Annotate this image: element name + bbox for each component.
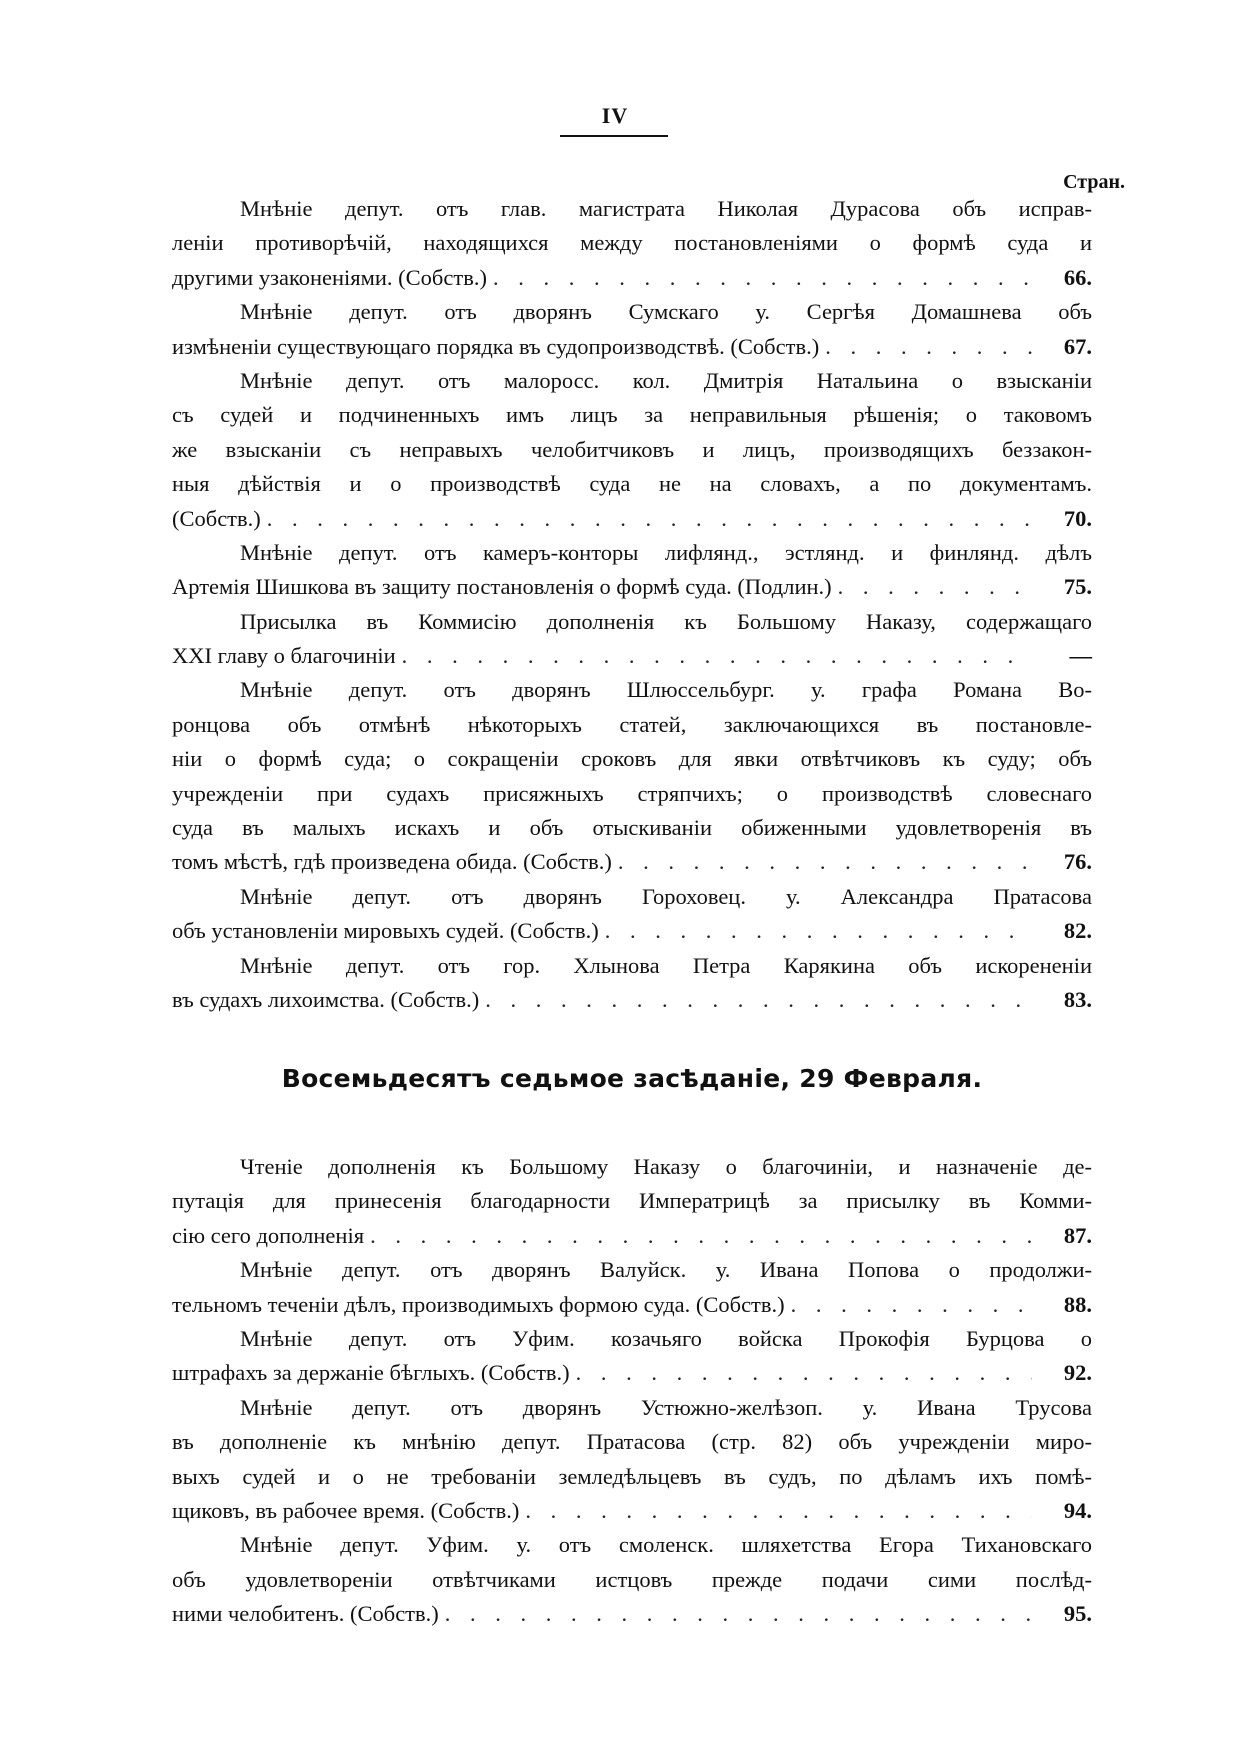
dot-leader: [819, 330, 1032, 364]
toc-line: ними челобитенъ. (Собств.): [172, 1601, 439, 1627]
toc-entry: [172, 949, 1092, 1018]
dot-leader: [612, 845, 1032, 879]
toc-entry: [172, 295, 1092, 364]
toc-page-number: 75.: [1063, 574, 1092, 600]
toc-page-number: 76.: [1063, 849, 1092, 875]
toc-line: Мнѣніе депут. Уфим. у. отъ смоленск. шляхетства Егора Тихановскаго: [240, 1532, 1092, 1558]
page-column-label: Стран.: [1063, 171, 1125, 193]
toc-line: выхъ судей и о не требованіи земледѣльцевъ въ судъ, по дѣламъ ихъ помѣ-: [172, 1463, 1092, 1489]
toc-page-number: 87.: [1063, 1222, 1092, 1248]
dot-leader: [487, 261, 1032, 295]
toc-line: штрафахъ за держаніе бѣглыхъ. (Собств.): [172, 1360, 570, 1386]
toc-entry: [172, 1322, 1092, 1391]
toc-line: путація для принесенія благодарности Императрицѣ за присылку въ Комми-: [172, 1188, 1092, 1214]
toc-page-number: 94.: [1063, 1497, 1092, 1523]
dot-leader: [519, 1494, 1032, 1528]
toc-page-number: 67.: [1063, 333, 1092, 359]
toc-section-a: [172, 192, 1092, 1017]
toc-line: Чтеніе дополненія къ Большому Наказу о благочиніи, и назначеніе де-: [240, 1154, 1092, 1179]
toc-line: томъ мѣстѣ, гдѣ произведена обида. (Собств.): [172, 849, 612, 875]
dot-leader: [364, 1219, 1032, 1253]
toc-line: измѣненіи существующаго порядка въ судопроизводствѣ. (Собств.): [172, 333, 820, 359]
toc-line: щиковъ, въ рабочее время. (Собств.): [172, 1497, 520, 1523]
toc-line: же взысканіи съ неправыхъ челобитчиковъ и лицъ, производящихъ беззакон-: [172, 436, 1092, 462]
toc-page-number: —: [1069, 643, 1092, 669]
toc-entry: [172, 673, 1092, 879]
toc-line: Мнѣніе депут. отъ камеръ-конторы лифлянд., эстлянд. и финлянд. дѣлъ: [240, 539, 1092, 565]
dot-leader: [570, 1356, 1032, 1390]
dot-leader: [599, 914, 1032, 948]
dot-leader: [785, 1288, 1032, 1322]
toc-line: ніи о формѣ суда; о сокращеніи сроковъ для явки отвѣтчиковъ къ суду; объ: [172, 746, 1092, 772]
toc-entry: [172, 536, 1092, 605]
toc-line: Мнѣніе депут. отъ малоросс. кол. Дмитрія Натальина о взысканіи: [240, 367, 1092, 393]
toc-line: объ удовлетвореніи отвѣтчиками истцовъ прежде подачи сими послѣд-: [172, 1566, 1092, 1592]
toc-line: Мнѣніе депут. отъ дворянъ Валуйск. у. Ивана Попова о продолжи-: [240, 1257, 1092, 1283]
dot-leader: [832, 570, 1032, 604]
toc-line: учрежденіи при судахъ присяжныхъ стряпчихъ; о производствѣ словеснаго: [172, 780, 1092, 806]
toc-line: XXI главу о благочиніи: [172, 643, 396, 669]
toc-line: (Собств.): [172, 505, 261, 531]
toc-line: Мнѣніе депут. отъ гор. Хлынова Петра Карякина объ искорененіи: [240, 952, 1092, 978]
toc-line: Присылка въ Коммисію дополненія къ Большому Наказу, содержащаго: [240, 608, 1092, 634]
session-heading: Восемьдесятъ седьмое засѣданіе, 29 Февраля.: [281, 1064, 983, 1093]
toc-line: другими узаконеніями. (Собств.): [172, 264, 487, 290]
dot-leader: [396, 639, 1032, 673]
toc-entry: [172, 364, 1092, 536]
toc-entry: [172, 1253, 1092, 1322]
dot-leader: [479, 983, 1032, 1017]
toc-entry: [172, 1150, 1092, 1253]
toc-line: ронцова объ отмѣнѣ нѣкоторыхъ статей, заключающихся въ постановле-: [172, 711, 1092, 737]
toc-entry: [172, 605, 1092, 674]
toc-line: Мнѣніе депут. отъ дворянъ Гороховец. у. Александра Пратасова: [240, 883, 1092, 909]
page-number: IV: [601, 103, 629, 128]
toc-page-number: 70.: [1063, 505, 1092, 531]
toc-line: въ судахъ лихоимства. (Собств.): [172, 986, 480, 1012]
toc-line: Мнѣніе депут. отъ Уфим. козачьяго войска Прокофія Бурцова о: [240, 1325, 1092, 1351]
toc-page-number: 66.: [1063, 264, 1092, 290]
toc-line: ныя дѣйствія и о производствѣ суда не на словахъ, а по документамъ.: [172, 471, 1092, 497]
toc-page-number: 82.: [1063, 918, 1092, 944]
toc-page-number: 83.: [1063, 986, 1092, 1012]
toc-line: суда въ малыхъ искахъ и объ отыскиваніи обиженными удовлетворенія въ: [172, 815, 1092, 841]
toc-line: Мнѣніе депут. отъ дворянъ Сумскаго у. Сергѣя Домашнева объ: [240, 299, 1092, 325]
toc-line: Артемія Шишкова въ защиту постановленія о формѣ суда. (Подлин.): [172, 574, 832, 600]
toc-line: Мнѣніе депут. отъ дворянъ Устюжно-желѣзоп. у. Ивана Трусова: [240, 1394, 1092, 1420]
page-number-rule: [560, 135, 668, 137]
toc-line: Мнѣніе депут. отъ глав. магистрата Николая Дурасова объ исправ-: [240, 196, 1092, 221]
toc-page-number: 88.: [1063, 1291, 1092, 1317]
toc-line: тельномъ теченіи дѣлъ, производимыхъ формою суда. (Собств.): [172, 1291, 785, 1317]
toc-line: леніи противорѣчій, находящихся между постановленіями о формѣ суда и: [172, 230, 1092, 256]
toc-entry: [172, 1391, 1092, 1529]
toc-entry: [172, 880, 1092, 949]
toc-line: объ установленіи мировыхъ судей. (Собств.): [172, 918, 599, 944]
toc-section-b: [172, 1150, 1092, 1631]
toc-page-number: 92.: [1063, 1360, 1092, 1386]
toc-entry: [172, 192, 1092, 295]
toc-line: сію сего дополненія: [172, 1222, 365, 1248]
dot-leader: [439, 1597, 1032, 1631]
toc-page-number: 95.: [1063, 1601, 1092, 1627]
dot-leader: [261, 502, 1032, 536]
toc-line: Мнѣніе депут. отъ дворянъ Шлюссельбург. у. графа Романа Во-: [240, 677, 1092, 703]
toc-line: съ судей и подчиненныхъ имъ лицъ за неправильныя рѣшенія; о таковомъ: [172, 402, 1092, 428]
toc-line: въ дополненіе къ мнѣнію депут. Пратасова (стр. 82) объ учрежденіи миро-: [172, 1429, 1092, 1455]
toc-entry: [172, 1528, 1092, 1631]
